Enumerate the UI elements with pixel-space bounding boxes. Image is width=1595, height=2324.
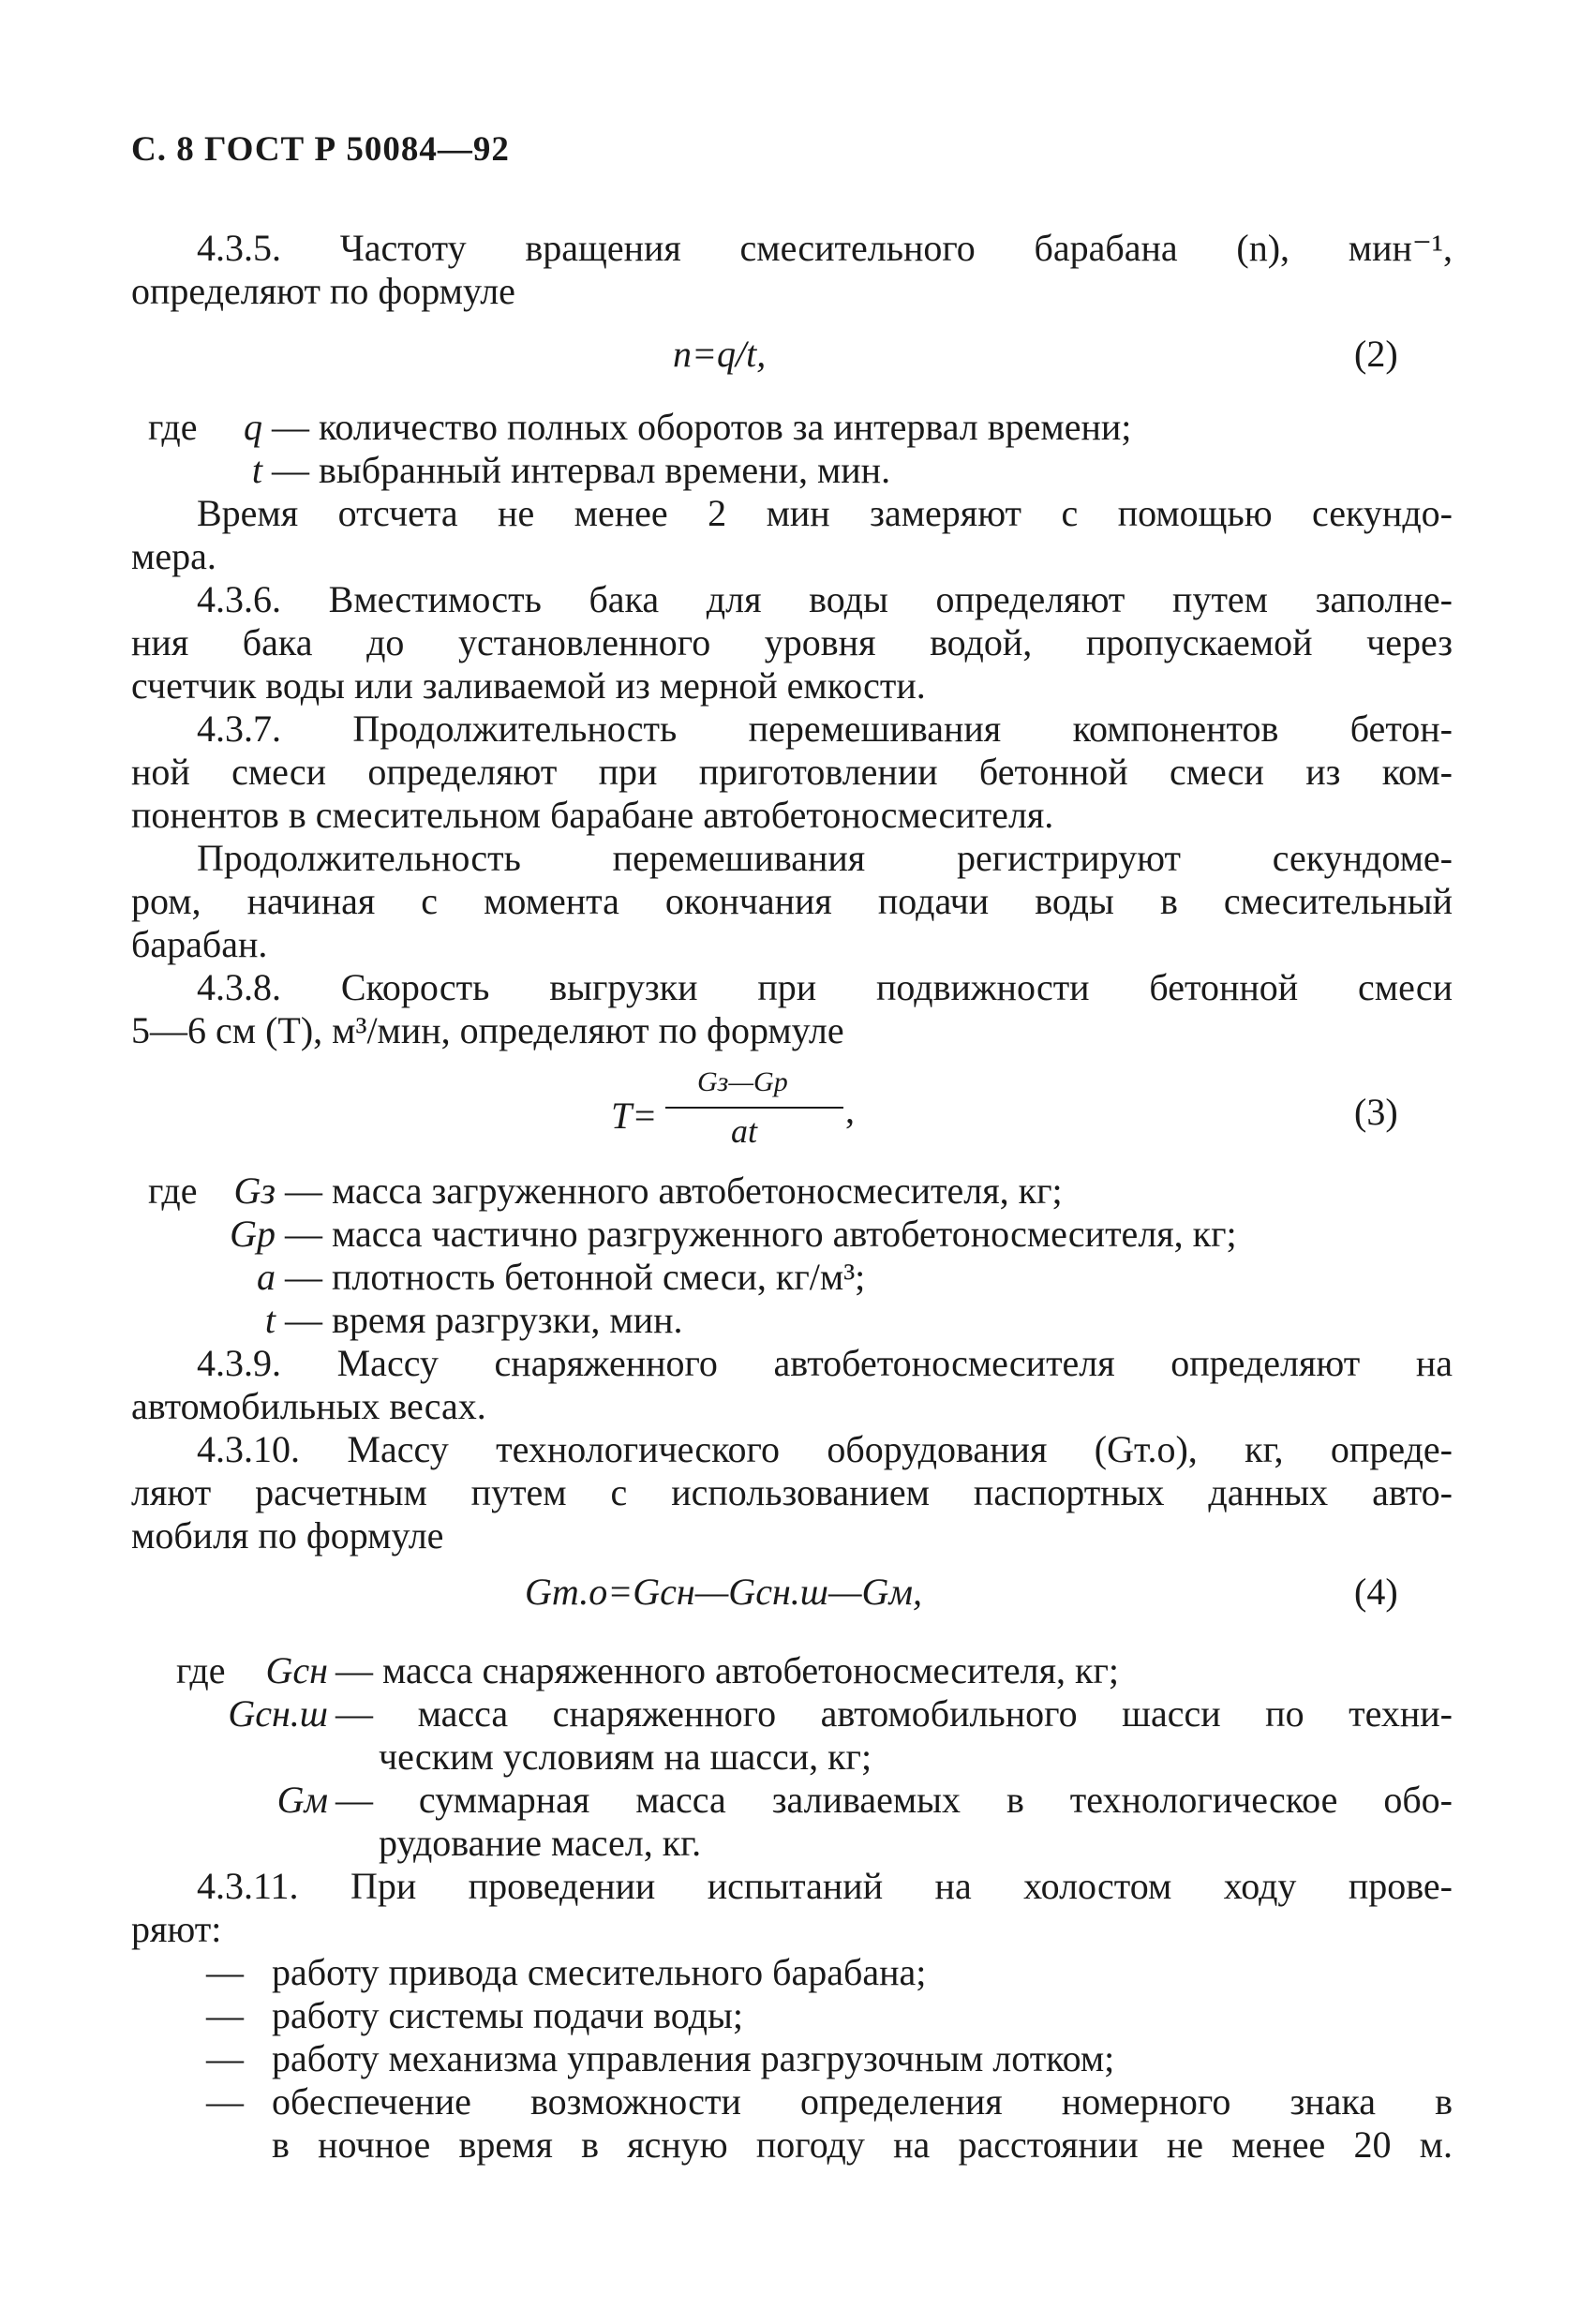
variable-description: ческим условиям на шасси, кг; [379, 1736, 872, 1778]
paragraph-line: барабан. [131, 923, 268, 965]
paragraph-4-3-6-line: 4.3.6. Вместимость бака для воды определяют путем заполне- [197, 578, 1453, 620]
paragraph-4-3-9-line: 4.3.9. Массу снаряженного автобетоносмесителя определяют на [197, 1342, 1453, 1384]
variable-description: — количество полных оборотов за интервал времени; [272, 406, 1132, 448]
variable-description: — масса частично разгруженного автобетоносмесителя, кг; [285, 1213, 1237, 1255]
paragraph-4-3-5-line: 4.3.5. Частоту вращения смесительного барабана (n), мин⁻¹, [197, 227, 1453, 269]
variable-symbol: t [251, 449, 262, 491]
list-dash: — [206, 2080, 244, 2123]
variable-description: — суммарная масса заливаемых в технологическое обо- [335, 1779, 1453, 1821]
variable-symbol: t [264, 1299, 276, 1341]
paragraph-line: Продолжительность перемешивания регистрируют секундоме- [197, 837, 1453, 879]
list-dash: — [206, 1951, 244, 1993]
variable-description: — масса снаряженного автобетоносмесителя, кг; [335, 1649, 1119, 1691]
paragraph-4-3-7-line: понентов в смесительном барабане автобетоносмесителя. [131, 794, 1054, 836]
variable-symbol: Gсн [265, 1649, 328, 1691]
variable-description: — масса снаряженного автомобильного шасси по техни- [335, 1692, 1453, 1735]
formula-2: n=q/t, [673, 333, 767, 375]
where-label: где [148, 1169, 198, 1212]
formula-3-lhs: T= [611, 1095, 658, 1137]
variable-description: — выбранный интервал времени, мин. [272, 449, 891, 491]
paragraph-line: ром, начиная с момента окончания подачи воды в смесительный [131, 880, 1453, 922]
variable-description: — время разгрузки, мин. [285, 1299, 683, 1341]
list-item: работу привода смесительного барабана; [272, 1951, 927, 1993]
paragraph-4-3-6-line: ния бака до установленного уровня водой, пропускаемой через [131, 621, 1453, 663]
list-item: в ночное время в ясную погоду на расстоянии не менее 20 м. [272, 2123, 1453, 2166]
formula-4-number: (4) [1354, 1571, 1398, 1613]
variable-description: рудование масел, кг. [379, 1822, 702, 1864]
variable-description: — плотность бетонной смеси, кг/м³; [285, 1256, 866, 1298]
fraction-numerator: Gз—Gр [697, 1066, 788, 1097]
list-item: работу механизма управления разгрузочным лотком; [272, 2037, 1115, 2079]
paragraph-4-3-9-line: автомобильных весах. [131, 1385, 486, 1427]
paragraph-4-3-11-line: ряют: [131, 1908, 222, 1950]
page-header: С. 8 ГОСТ Р 50084—92 [131, 130, 510, 169]
paragraph-4-3-8-line: 5—6 см (T), м³/мин, определяют по формуле [131, 1009, 844, 1051]
paragraph-4-3-7-line: 4.3.7. Продолжительность перемешивания компонентов бетон- [197, 708, 1453, 750]
variable-symbol: Gм [276, 1779, 328, 1821]
list-dash: — [206, 2037, 244, 2079]
fraction-denominator: at [731, 1112, 758, 1150]
formula-3-tail: , [845, 1089, 855, 1131]
paragraph-line: Время отсчета не менее 2 мин замеряют с помощью секундо- [197, 492, 1453, 534]
variable-symbol: Gз [233, 1169, 276, 1212]
paragraph-4-3-6-line: счетчик воды или заливаемой из мерной емкости. [131, 664, 926, 707]
paragraph-4-3-8-line: 4.3.8. Скорость выгрузки при подвижности бетонной смеси [197, 966, 1453, 1008]
list-item: обеспечение возможности определения номерного знака в [272, 2080, 1453, 2123]
list-dash: — [206, 1994, 244, 2036]
variable-symbol: Gсн.ш [228, 1692, 328, 1735]
paragraph-4-3-10-line: ляют расчетным путем с использованием паспортных данных авто- [131, 1471, 1453, 1513]
variable-description: — масса загруженного автобетоносмесителя, кг; [285, 1169, 1063, 1212]
where-label: где [176, 1649, 226, 1691]
paragraph-line: мера. [131, 535, 216, 577]
variable-symbol: Gр [230, 1213, 276, 1255]
fraction-bar [665, 1107, 843, 1109]
paragraph-4-3-7-line: ной смеси определяют при приготовлении бетонной смеси из ком- [131, 751, 1453, 793]
formula-4: Gт.о=Gсн—Gсн.ш—Gм, [525, 1571, 922, 1613]
formula-3-number: (3) [1354, 1091, 1398, 1133]
list-item: работу системы подачи воды; [272, 1994, 743, 2036]
paragraph-4-3-5-line: определяют по формуле [131, 270, 515, 312]
variable-symbol: a [257, 1256, 276, 1298]
paragraph-4-3-10-line: мобиля по формуле [131, 1514, 444, 1557]
where-label: где [148, 406, 198, 448]
variable-symbol: q [244, 406, 262, 448]
paragraph-4-3-10-line: 4.3.10. Массу технологического оборудования (Gт.о), кг, опреде- [197, 1428, 1453, 1470]
paragraph-4-3-11-line: 4.3.11. При проведении испытаний на холостом ходу прове- [197, 1865, 1453, 1907]
formula-2-number: (2) [1354, 333, 1398, 375]
